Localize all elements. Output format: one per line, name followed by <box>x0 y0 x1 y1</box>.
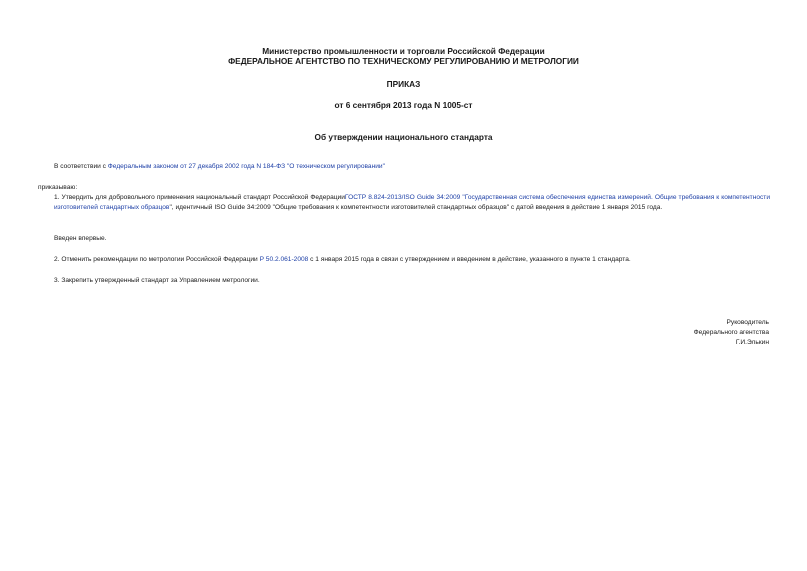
ministry-title: Министерство промышленности и торговли Российской Федерации <box>262 46 545 56</box>
order-word: приказываю: <box>38 184 78 191</box>
item-2-suffix: с 1 января 2015 года в связи с утверждением и введением в действие, указанного в пункте 1 стандарта. <box>308 256 631 263</box>
recommendation-link[interactable]: Р 50.2.061-2008 <box>259 256 309 263</box>
item-2-prefix: 2. Отменить рекомендации по метрологии Российской Федерации <box>54 256 260 263</box>
signature-title-line-1: Руководитель <box>726 319 769 326</box>
intro-paragraph <box>54 162 385 172</box>
intro-prefix: В соответствии с <box>54 163 108 170</box>
document-date-number: от 6 сентября 2013 года N 1005-ст <box>334 100 473 110</box>
document-type: ПРИКАЗ <box>386 79 421 89</box>
document-subject: Об утверждении национального стандарта <box>314 132 493 142</box>
signature-title-line-2: Федерального агентства <box>693 329 769 336</box>
item-1-prefix: 1. Утвердить для добровольного применения национальный стандарт Российской Федерации <box>54 194 345 201</box>
gost-standard-link[interactable]: ГОСТР 8.824-2013/ISO Guide 34:2009 "Государственная система обеспечения единства измерений. Общие требования к компетентности изготовителей стандартных образцов <box>54 194 770 211</box>
introduced-first: Введен впервые. <box>54 235 107 242</box>
item-1-paragraph <box>54 193 770 212</box>
item-1-suffix: ", идентичный ISO Guide 34:2009 "Общие требования к компетентности изготовителей стандартных образцов" с датой введения в действие 1 января 2015 года. <box>169 203 663 211</box>
item-2-paragraph <box>54 255 631 265</box>
agency-title: ФЕДЕРАЛЬНОЕ АГЕНТСТВО ПО ТЕХНИЧЕСКОМУ РЕГУЛИРОВАНИЮ И МЕТРОЛОГИИ <box>228 56 579 66</box>
signature-name: Г.И.Элькин <box>735 339 769 346</box>
item-3-paragraph: 3. Закрепить утвержденный стандарт за Управлением метрологии. <box>54 277 260 284</box>
federal-law-link[interactable]: Федеральным законом от 27 декабря 2002 года N 184-ФЗ "О техническом регулировании" <box>107 163 385 170</box>
